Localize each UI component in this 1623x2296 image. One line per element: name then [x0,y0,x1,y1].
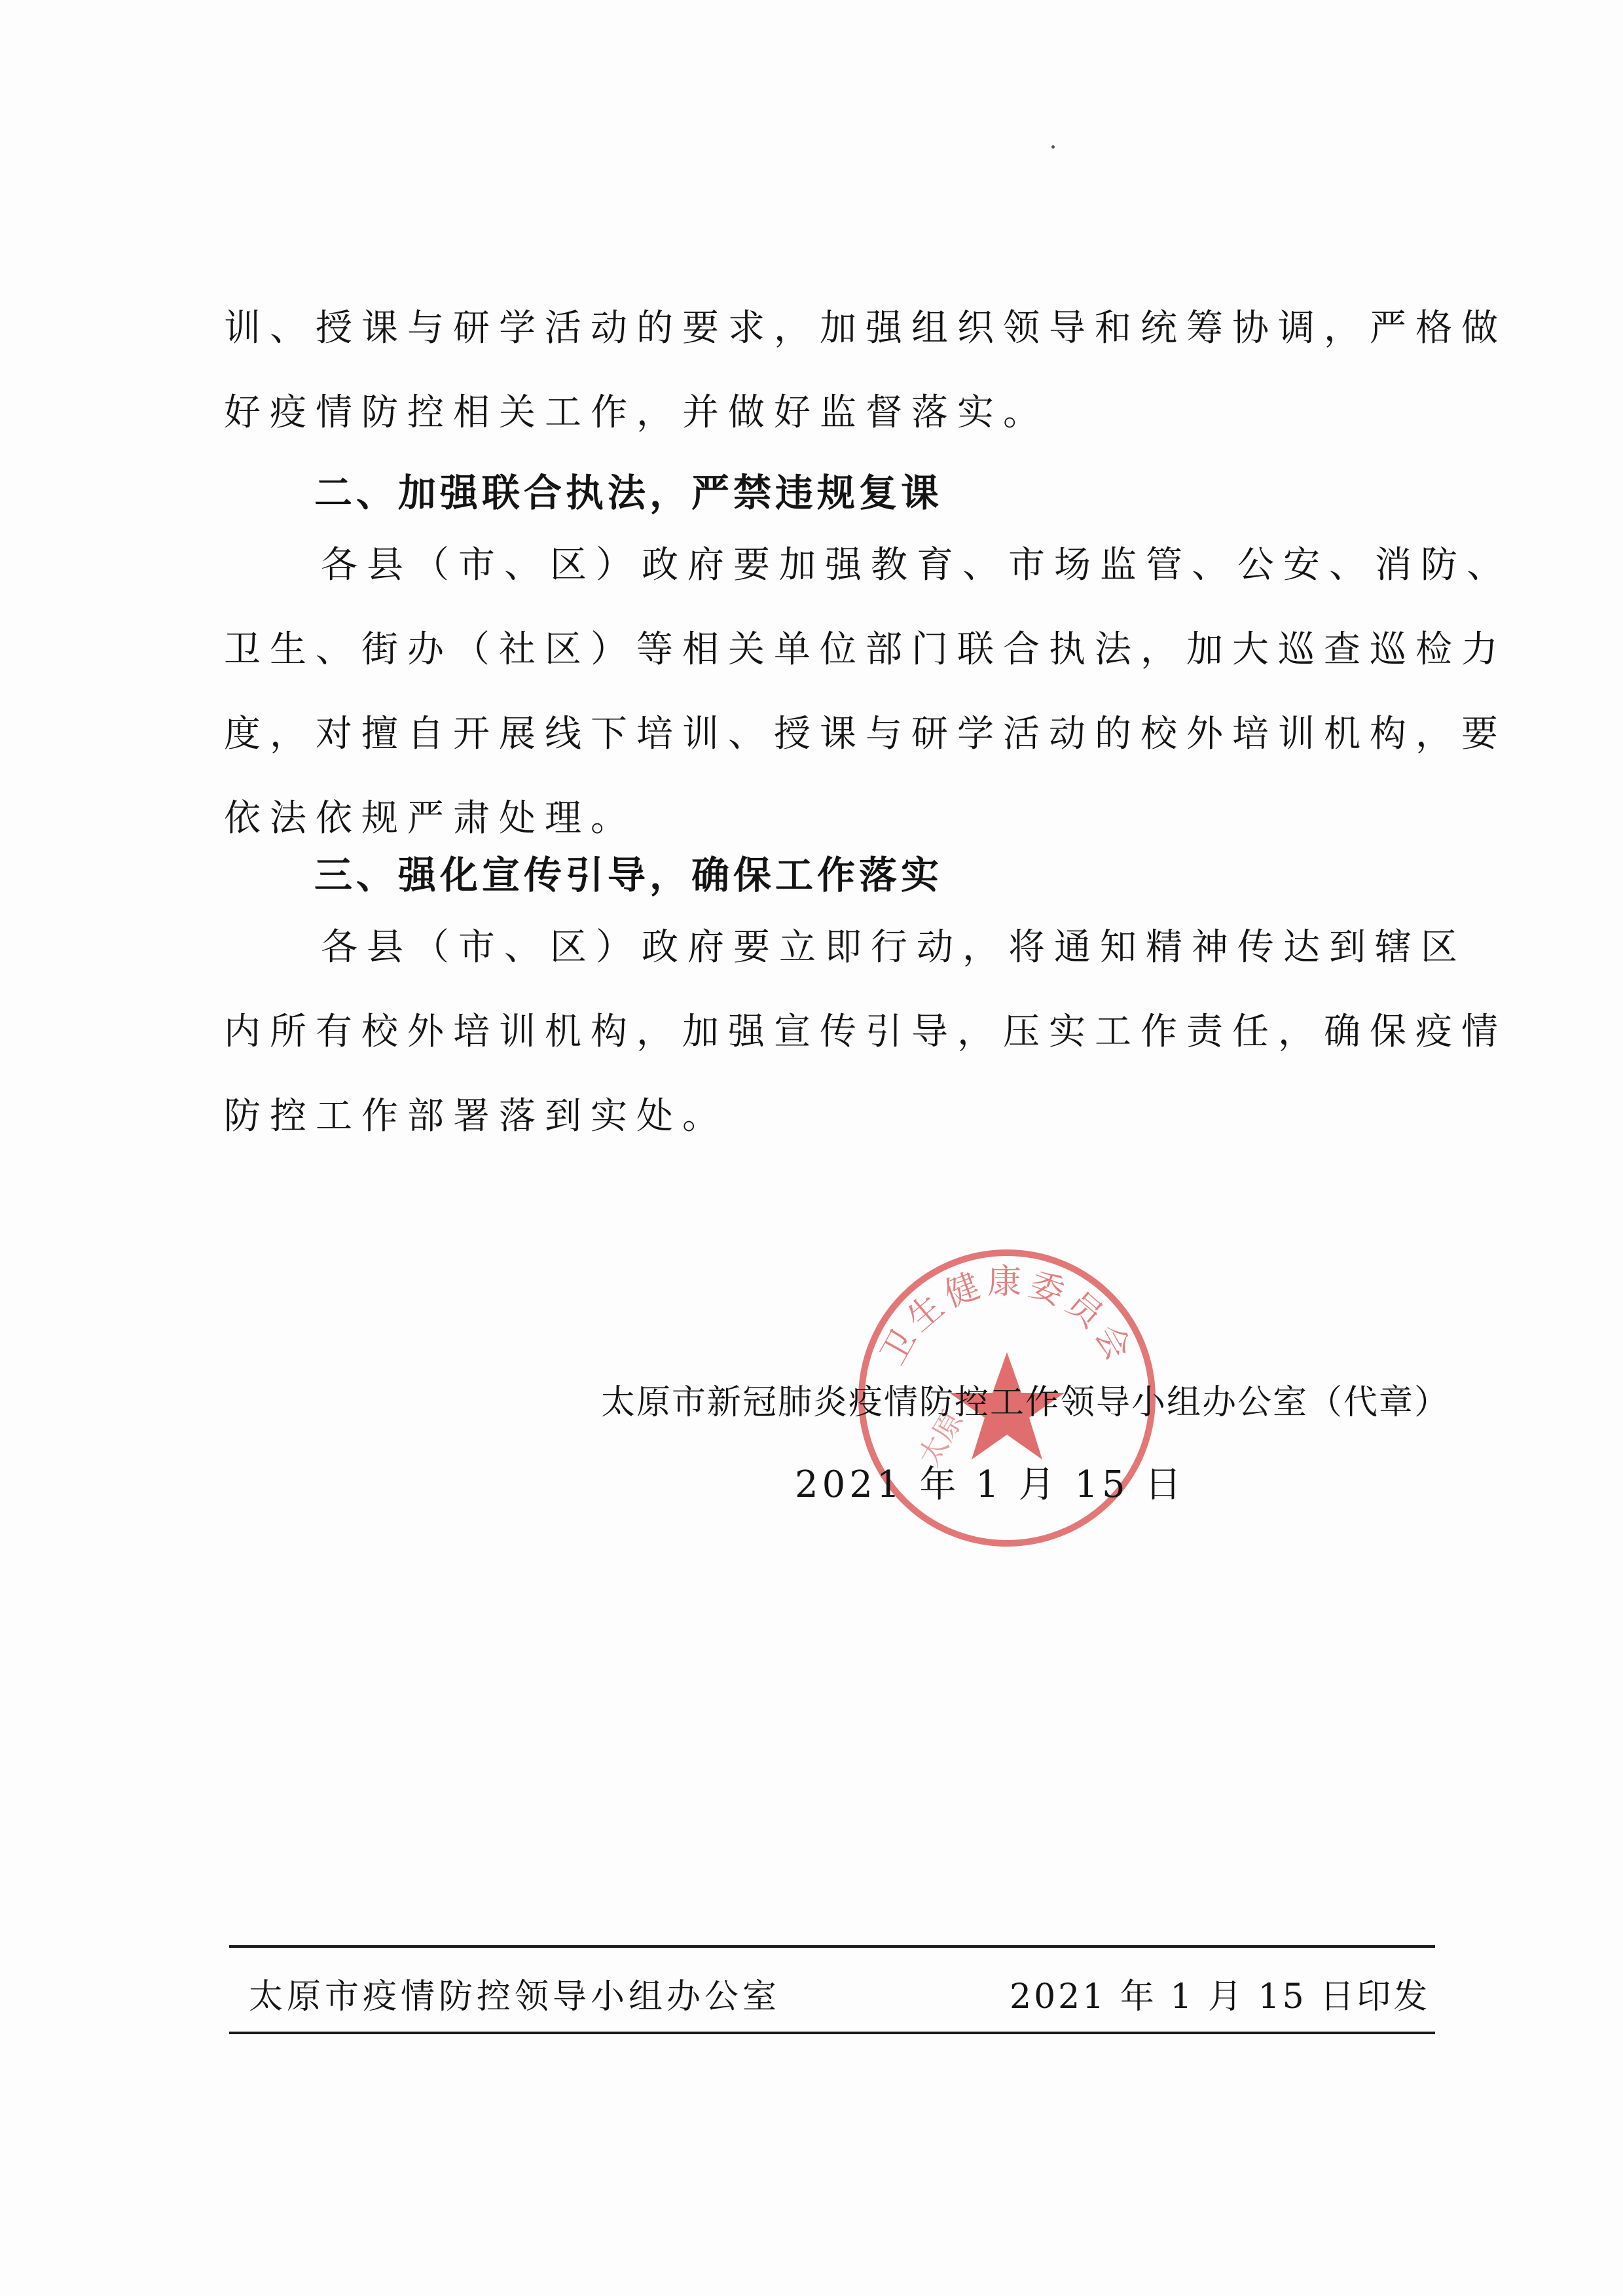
paragraph-continuation [224,306,1507,435]
seal-inner-mark: 太原 [912,1405,970,1472]
text-line: 各县（市、区）政府要加强教育、市场监管、公安、消防、 [321,544,1512,586]
footer-print-date: 2021 年 1 月 15 日印发 [1010,1977,1431,2017]
section-3-body [224,925,1507,1139]
section-heading-3: 三、强化宣传引导，确保工作落实 [314,853,943,897]
section-2-body [224,543,1512,841]
text-line: 卫生、街办（社区）等相关单位部门联合执法，加大巡查巡检力 [224,628,1507,671]
seal-arc-text: 卫生健康委员会 [873,1263,1140,1372]
text-line: 防控工作部署落到实处。 [224,1095,728,1138]
text-line: 依法依规严肃处理。 [224,797,636,840]
signature-date: 2021 年 1 月 15 日 [795,1463,1186,1506]
text-line: 度，对擅自开展线下培训、授课与研学活动的校外培训机构，要 [224,713,1507,755]
text-line: 内所有校外培训机构，加强宣传引导，压实工作责任，确保疫情 [224,1011,1507,1053]
scan-speck [1051,145,1055,149]
text-line: 好疫情防控相关工作，并做好监督落实。 [224,391,1049,434]
text-line: 训、授课与研学活动的要求，加强组织领导和统筹协调，严格做 [224,307,1507,350]
footer-rule-top [229,1945,1435,1948]
section-heading-2: 二、加强联合执法，严禁违规复课 [314,471,943,515]
footer-rule-bottom [229,2032,1435,2034]
footer-office: 太原市疫情防控领导小组办公室 [249,1977,781,2017]
issuer-signature: 太原市新冠肺炎疫情防控工作领导小组办公室（代章） [601,1383,1450,1422]
text-line: 各县（市、区）政府要立即行动，将通知精神传达到辖区 [321,926,1467,969]
